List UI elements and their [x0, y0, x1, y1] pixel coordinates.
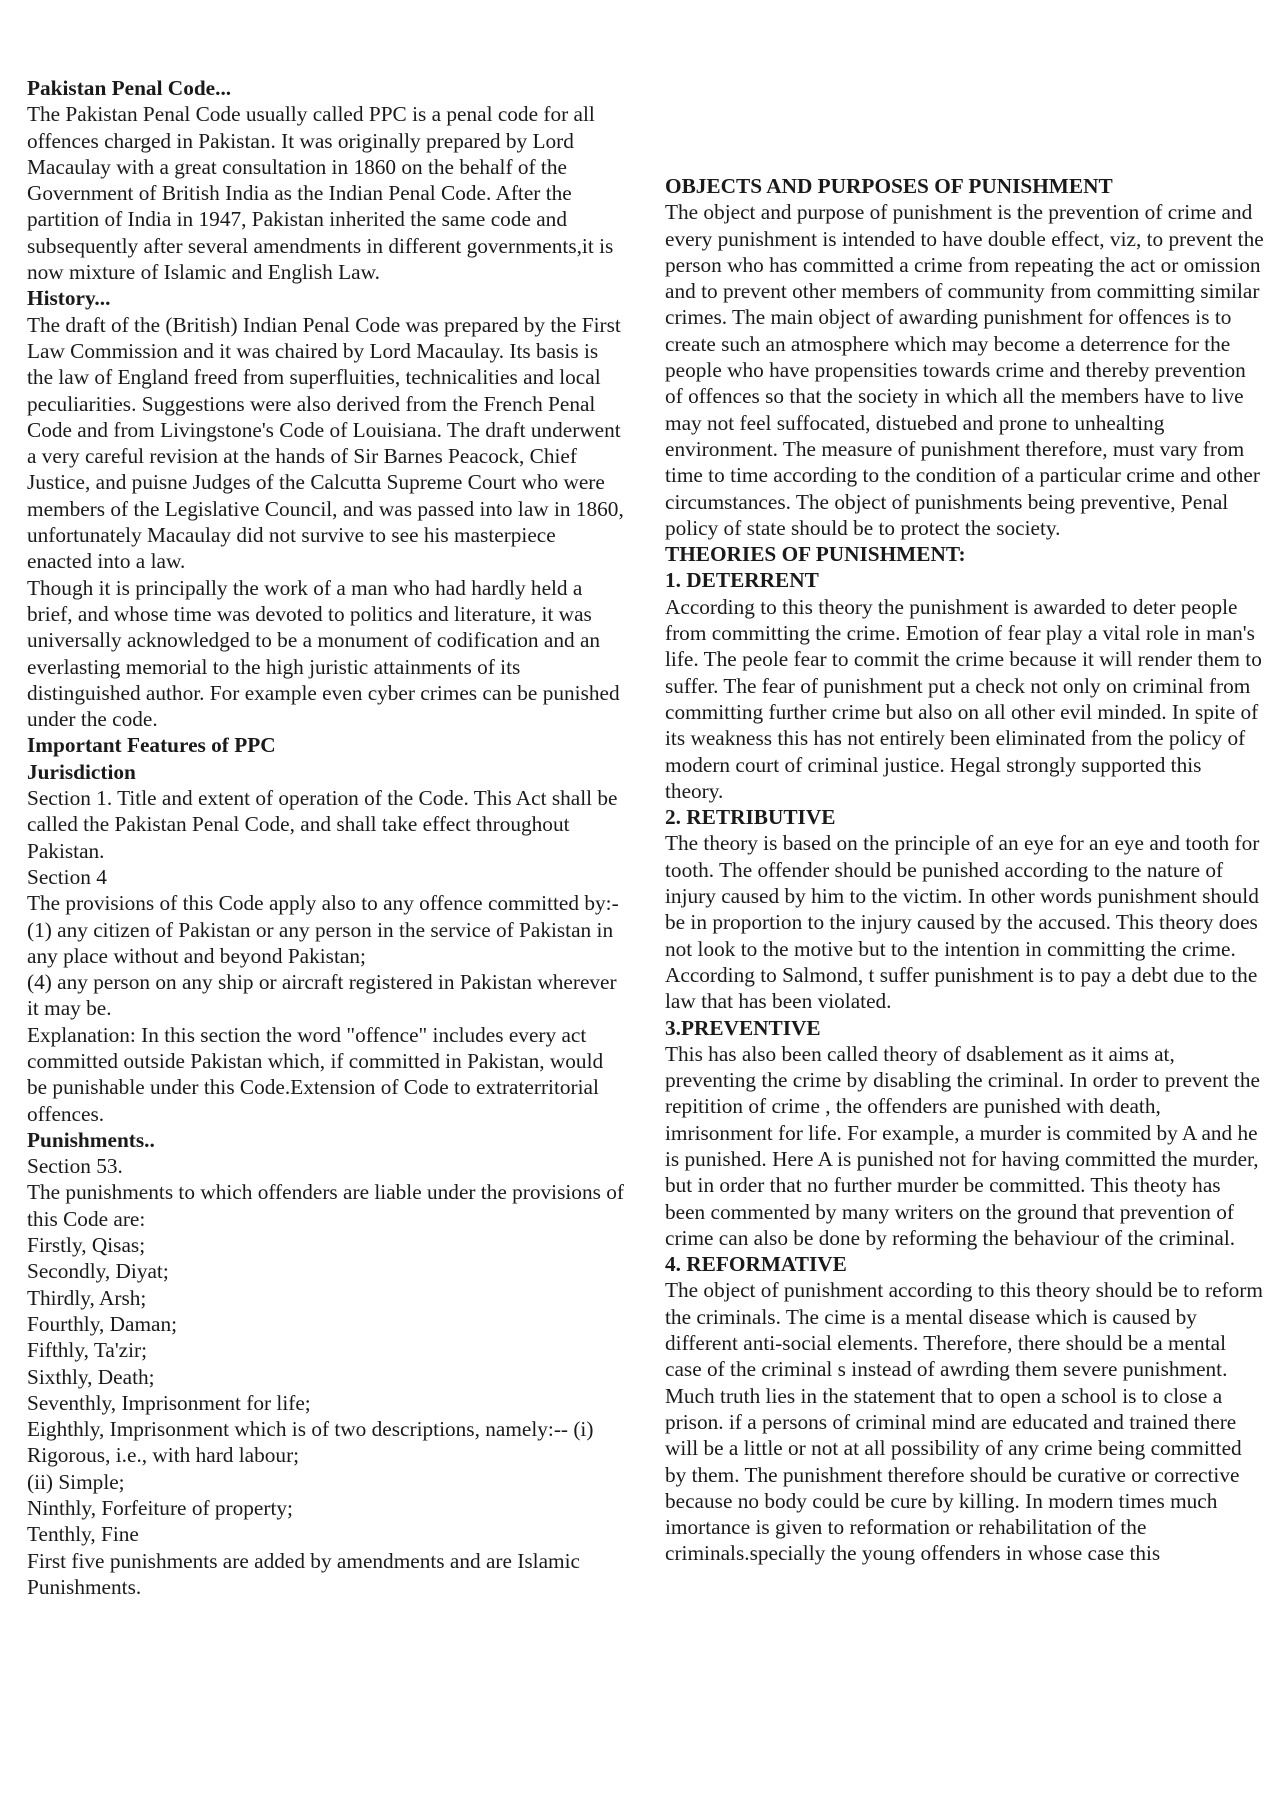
punishments-heading: Punishments.. [27, 1127, 155, 1152]
retributive-paragraph: The theory is based on the principle of an eye for an eye and tooth for tooth. The offender should be punished according to the nature of injury caused by him to the victim. In other words punishment should be in proportion to the injury caused by the accused. This theory does not look to the motive but to the intention in committing the crime. According to Salmond, t suffer punishment is to pay a debt due to the law that has been violated. [665, 831, 1260, 1014]
reformative-paragraph: The object of punishment according to this theory should be to reform the criminals. The cime is a mental disease which is caused by different anti-social elements. Therefore, there should be a mental case of the criminal s instead of awrding them severe punishment. Much truth lies in the statement that to open a school is to close a prison. if a persons of criminal mind are educated and trained there will be a little or not at all possibility of any crime being committed by them. The punishment therefore should be curative or corrective because no body could be cure by killing. In modern times much imortance is given to reformation or rehabilitation of the criminals.specially the young offenders in whose case this [665, 1278, 1263, 1566]
list-item: Fifthly, Ta'zir; [27, 1338, 148, 1363]
left-column [27, 75, 625, 1600]
clause-1-paragraph: (1) any citizen of Pakistan or any person in the service of Pakistan in any place without and beyond Pakistan; [27, 917, 614, 968]
list-item: (ii) Simple; [27, 1469, 125, 1494]
title-heading: Pakistan Penal Code... [27, 76, 232, 100]
jurisdiction-heading: Jurisdiction [27, 759, 136, 784]
list-item: Secondly, Diyat; [27, 1259, 169, 1284]
list-item: Ninthly, Forfeiture of property; [27, 1496, 293, 1521]
closing-paragraph: First five punishments are added by amendments and are Islamic Punishments. [27, 1548, 580, 1599]
list-item: Firstly, Qisas; [27, 1233, 146, 1258]
section-4-paragraph: The provisions of this Code apply also to any offence committed by:- [27, 891, 619, 916]
objects-paragraph: The object and purpose of punishment is the prevention of crime and every punishment is intended to have double effect, viz, to prevent the person who has committed a crime from repeating the act or omission and to prevent other members of community from committing similar crimes. The main object of awarding punishment for offences is to create such an atmosphere which may become a deterrence for the people who have propensities towards crime and thereby prevention of offences so that the society in which all the members have to live may not feel suffocated, distuebed and prone to unhealting environment. The measure of punishment therefore, must vary from time to time according to the condition of a particular crime and other circumstances. The object of punishments being preventive, Penal policy of state should be to protect the society. [665, 200, 1264, 540]
list-item: Fourthly, Daman; [27, 1311, 178, 1336]
list-item: Sixthly, Death; [27, 1364, 155, 1389]
list-item: Seventhly, Imprisonment for life; [27, 1390, 311, 1415]
punishment-list [27, 1232, 625, 1548]
section-53-paragraph: The punishments to which offenders are liable under the provisions of this Code are: [27, 1180, 624, 1231]
history-heading: History... [27, 286, 111, 311]
section-4-label: Section 4 [27, 864, 107, 889]
list-item: Eighthly, Imprisonment which is of two descriptions, namely:-- (i) Rigorous, i.e., with hard labour; [27, 1417, 594, 1468]
deterrent-heading: 1. DETERRENT [665, 568, 819, 593]
objects-heading: OBJECTS AND PURPOSES OF PUNISHMENT [665, 174, 1113, 198]
preventive-heading: 3.PREVENTIVE [665, 1015, 821, 1040]
section-1-paragraph: Section 1. Title and extent of operation of the Code. This Act shall be called the Pakistan Penal Code, and shall take effect throughout Pakistan. [27, 786, 618, 863]
deterrent-paragraph: According to this theory the punishment is awarded to deter people from committing the crime. Emotion of fear play a vital role in man's life. The peole fear to commit the crime because it will render them to suffer. The fear of punishment put a check not only on criminal from committing further crime but also on all other evil minded. In spite of its weakness this has not entirely been eliminated from the policy of modern court of criminal justice. Hegal strongly supported this theory. [665, 594, 1262, 803]
history-paragraph-2: Though it is principally the work of a man who had hardly held a brief, and whose time was devoted to politics and literature, it was universally acknowledged to be a monument of codification and an everlasting memorial to the high juristic attainments of its distinguished author. For example even cyber crimes can be punished under the code. [27, 575, 620, 732]
section-53-label: Section 53. [27, 1154, 123, 1179]
preventive-paragraph: This has also been called theory of dsablement as it aims at, preventing the crime by disabling the criminal. In order to prevent the repitition of crime , the offenders are punished with death, imrisonment for life. For example, a murder is commited by A and he is punished. Here A is punished not for having committed the murder, but in order that no further murder be committed. This theoty has been commented by many writers on the ground that prevention of crime can also be done by reforming the behaviour of the criminal. [665, 1041, 1260, 1250]
theories-heading: THEORIES OF PUNISHMENT: [665, 542, 966, 567]
reformative-heading: 4. REFORMATIVE [665, 1252, 847, 1277]
history-paragraph-1: The draft of the (British) Indian Penal Code was prepared by the First Law Commission and it was chaired by Lord Macaulay. Its basis is the law of England freed from superfluities, technicalities and local peculiarities. Suggestions were also derived from the French Penal Code and from Livingstone's Code of Louisiana. The draft underwent a very careful revision at the hands of Sir Barnes Peacock, Chief Justice, and puisne Judges of the Calcutta Supreme Court who were members of the Legislative Council, and was passed into law in 1860, unfortunately Macaulay did not survive to see his masterpiece enacted into a law. [27, 312, 624, 574]
retributive-heading: 2. RETRIBUTIVE [665, 805, 836, 830]
right-column [665, 173, 1265, 1567]
clause-4-paragraph: (4) any person on any ship or aircraft registered in Pakistan wherever it may be. [27, 970, 617, 1021]
features-heading: Important Features of PPC [27, 733, 276, 758]
list-item: Tenthly, Fine [27, 1522, 139, 1547]
list-item: Thirdly, Arsh; [27, 1285, 147, 1310]
explanation-paragraph: Explanation: In this section the word "offence" includes every act committed outside Pakistan which, if committed in Pakistan, would be punishable under this Code.Extension of Code to extraterritorial offences. [27, 1022, 604, 1126]
intro-paragraph: The Pakistan Penal Code usually called PPC is a penal code for all offences charged in Pakistan. It was originally prepared by Lord Macaulay with a great consultation in 1860 on the behalf of the Government of British India as the Indian Penal Code. After the partition of India in 1947, Pakistan inherited the same code and subsequently after several amendments in different governments,it is now mixture of Islamic and English Law. [27, 102, 614, 285]
